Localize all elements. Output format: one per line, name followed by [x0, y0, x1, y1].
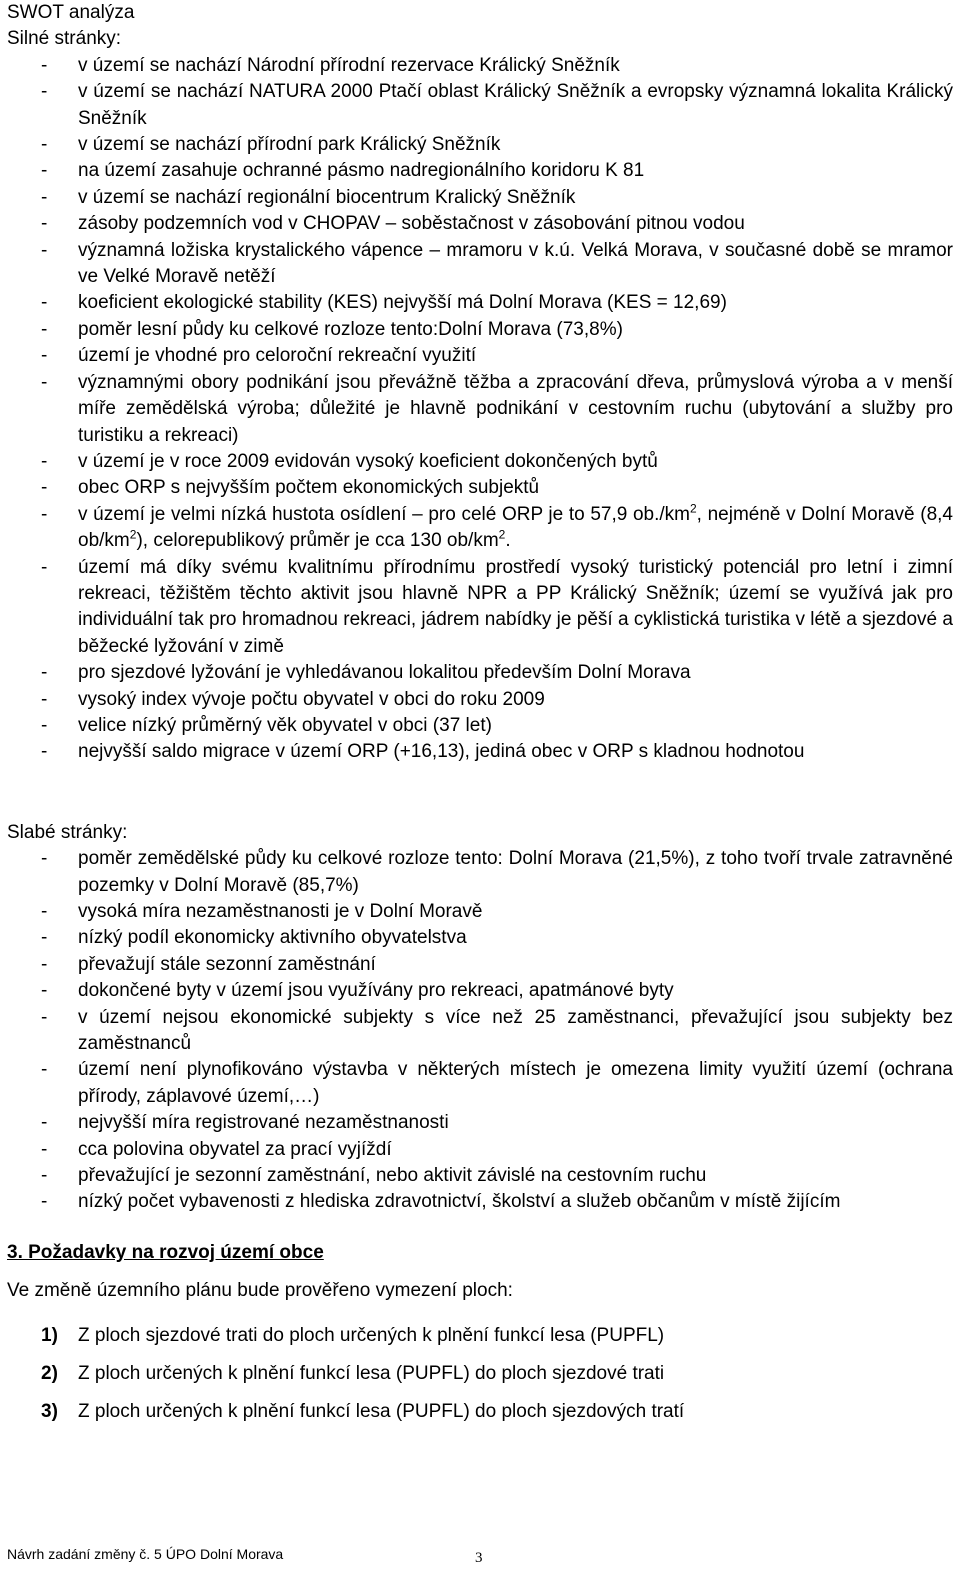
item-text: vysoká míra nezaměstnanosti je v Dolní Moravě: [78, 901, 483, 922]
list-item: [7, 1057, 953, 1110]
list-item: [7, 846, 953, 899]
bullet-dash: -: [41, 714, 48, 736]
bullet-dash: -: [41, 345, 48, 367]
list-item: [7, 449, 953, 475]
item-text: v území se nachází regionální biocentrum Kralický Sněžník: [78, 186, 576, 208]
plan-item-number: 2): [41, 1362, 58, 1384]
section-3-heading: 3. Požadavky na rozvoj území obce: [7, 1241, 324, 1263]
list-item: [7, 502, 953, 555]
item-text: převažující je sezonní zaměstnání, nebo aktivit závislé na cestovním ruchu: [78, 1165, 707, 1187]
item-text: významnými obory podnikání jsou převážně těžba a zpracování dřeva, průmyslová výroba a v menší míře zemědělská výroba; důležité je hlavně podnikání v cestovním ruchu (ubytování a služby pro turistiku a rekreaci): [78, 371, 953, 446]
list-item: [7, 370, 953, 449]
item-text: v území se nachází NATURA 2000 Ptačí oblast Králický Sněžník a evropsky významná lokalita Králický Sněžník: [78, 81, 953, 129]
bullet-dash: -: [41, 503, 48, 525]
bullet-dash: -: [41, 134, 48, 156]
list-item: [7, 1163, 953, 1189]
bullet-dash: -: [41, 450, 48, 472]
list-item: [7, 1189, 953, 1215]
plan-item-text: Z ploch určených k plnění funkcí lesa (PUPFL) do ploch sjezdové trati: [78, 1362, 665, 1384]
strengths-list: [7, 53, 953, 766]
bullet-dash: -: [41, 1112, 48, 1134]
list-item: [7, 660, 953, 686]
page-footer: [7, 1545, 483, 1566]
item-text: , nejméně v Dolní Moravě (8,4 ob/km: [78, 503, 953, 552]
plan-item: [7, 1393, 953, 1431]
bullet-dash: -: [41, 741, 48, 763]
list-item: [7, 713, 953, 739]
section-3-intro: Ve změně územního plánu bude prověřeno vymezení ploch:: [7, 1280, 513, 1302]
plan-item-number: 1): [41, 1324, 58, 1346]
bullet-dash: -: [41, 953, 48, 975]
item-text: převažují stále sezonní zaměstnání: [78, 953, 376, 975]
list-item: [7, 238, 953, 291]
list-item: [7, 185, 953, 211]
bullet-dash: -: [41, 556, 48, 578]
item-text: cca polovina obyvatel za prací vyjíždí: [78, 1138, 392, 1160]
item-text: v území je v roce 2009 evidován vysoký koeficient dokončených bytů: [78, 450, 658, 472]
list-item: [7, 952, 953, 978]
list-item: [7, 1110, 953, 1136]
superscript: 2: [498, 527, 506, 542]
item-text: dokončené byty v území jsou využívány pro rekreaci, apatmánové byty: [78, 980, 674, 1002]
list-item: [7, 211, 953, 237]
list-item: [7, 158, 953, 184]
item-text: .: [505, 530, 511, 552]
item-text: nízký podíl ekonomicky aktivního obyvatelstva: [78, 927, 467, 949]
plan-item-text: Z ploch sjezdové trati do ploch určených k plnění funkcí lesa (PUPFL): [78, 1324, 665, 1346]
bullet-dash: -: [41, 848, 48, 870]
item-text: území není plynofikováno výstavba v některých místech je omezena limity využití území (ochrana přírody, záplavové území,…): [78, 1059, 953, 1107]
list-item: [7, 739, 953, 765]
footer-label: Návrh zadání změny č. 5 ÚPO Dolní Morava: [7, 1546, 284, 1562]
bullet-dash: -: [41, 160, 48, 182]
item-text: velice nízký průměrný věk obyvatel v obci (37 let): [78, 714, 492, 736]
item-text: pro sjezdové lyžování je vyhledávanou lokalitou především Dolní Morava: [78, 662, 691, 684]
item-text: koeficient ekologické stability (KES) nejvyšší má Dolní Morava (KES = 12,69): [78, 292, 727, 314]
item-text: území je vhodné pro celoroční rekreační využití: [78, 345, 477, 367]
bullet-dash: -: [41, 1191, 48, 1213]
item-text: zásoby podzemních vod v CHOPAV – soběstačnost v zásobování pitnou vodou: [78, 213, 745, 235]
item-text: poměr lesní půdy ku celkové rozloze tento:Dolní Morava (73,8%): [78, 318, 623, 340]
bullet-dash: -: [41, 662, 48, 684]
bullet-dash: -: [41, 1059, 48, 1081]
item-text: ), celorepublikový průměr je cca 130 ob/km: [136, 530, 499, 552]
bullet-dash: -: [41, 292, 48, 314]
list-item: [7, 925, 953, 951]
item-text: nejvyšší míra registrované nezaměstnanosti: [78, 1112, 449, 1134]
list-item: [7, 132, 953, 158]
plan-list: [7, 1317, 953, 1431]
item-text: na území zasahuje ochranné pásmo nadregionálního koridoru K 81: [78, 160, 645, 182]
superscript: 2: [689, 501, 697, 516]
item-text: v území se nachází Národní přírodní rezervace Králický Sněžník: [78, 54, 620, 76]
bullet-dash: -: [41, 927, 48, 949]
superscript: 2: [129, 527, 137, 542]
item-text: v území se nachází přírodní park Králický Sněžník: [78, 134, 501, 156]
bullet-dash: -: [41, 81, 48, 103]
list-item: [7, 79, 953, 132]
plan-item: [7, 1355, 953, 1393]
item-text: v území nejsou ekonomické subjekty s více než 25 zaměstnanci, převažující jsou subjekty bez zaměstnanců: [78, 1006, 953, 1055]
page-number: 3: [475, 1550, 483, 1566]
document-page: [7, 0, 953, 1431]
list-item: [7, 555, 953, 661]
bullet-dash: -: [41, 1006, 48, 1028]
list-item: [7, 290, 953, 316]
bullet-dash: -: [41, 54, 48, 76]
bullet-dash: -: [41, 980, 48, 1002]
bullet-dash: -: [41, 688, 48, 710]
bullet-dash: -: [41, 213, 48, 235]
item-text: obec ORP s nejvyšším počtem ekonomických subjektů: [78, 477, 540, 499]
item-text: nízký počet vybavenosti z hlediska zdravotnictví, školství a služeb občanům v místě žijícím: [78, 1191, 841, 1213]
bullet-dash: -: [41, 318, 48, 340]
bullet-dash: -: [41, 239, 48, 261]
list-item: [7, 343, 953, 369]
bullet-dash: -: [41, 1138, 48, 1160]
list-item: [7, 899, 953, 925]
item-text: vysoký index vývoje počtu obyvatel v obci do roku 2009: [78, 688, 545, 710]
plan-item-text: Z ploch určených k plnění funkcí lesa (PUPFL) do ploch sjezdových tratí: [78, 1400, 685, 1422]
item-text: území má díky svému kvalitnímu přírodnímu prostředí vysoký turistický potenciál pro letní i zimní rekreaci, těžištěm těchto aktivit jsou hlavně NPR a PP Králický Sněžník; území se využívá jak pro individuální tak pro hromadnou rekreaci, jádrem nabídky je pěší a cyklistická turistika v létě a sjezdové a běžecké lyžování v zimě: [78, 556, 953, 657]
list-item: [7, 1005, 953, 1058]
list-item: [7, 687, 953, 713]
bullet-dash: -: [41, 186, 48, 208]
bullet-dash: -: [41, 901, 48, 922]
item-text: v území je velmi nízká hustota osídlení – pro celé ORP je to 57,9 ob./km: [78, 503, 690, 525]
bullet-dash: -: [41, 371, 48, 393]
weaknesses-heading: Slabé stránky:: [7, 821, 128, 843]
bullet-dash: -: [41, 1165, 48, 1187]
list-item: [7, 475, 953, 501]
bullet-dash: -: [41, 477, 48, 499]
list-item: [7, 53, 953, 79]
plan-item-number: 3): [41, 1400, 58, 1422]
document-title: SWOT analýza: [7, 2, 135, 23]
strengths-heading: Silné stránky:: [7, 28, 122, 50]
list-item: [7, 317, 953, 343]
weaknesses-list: [7, 846, 953, 1216]
plan-item: [7, 1317, 953, 1355]
item-text: významná ložiska krystalického vápence – mramoru v k.ú. Velká Morava, v současné době se mramor ve Velké Moravě netěží: [78, 239, 953, 288]
item-text: nejvyšší saldo migrace v území ORP (+16,13), jediná obec v ORP s kladnou hodnotou: [78, 741, 805, 763]
list-item: [7, 1137, 953, 1163]
list-item: [7, 978, 953, 1004]
item-text: poměr zemědělské půdy ku celkové rozloze tento: Dolní Morava (21,5%), z toho tvoří trvale zatravněné pozemky v Dolní Moravě (85,7%): [78, 848, 953, 896]
